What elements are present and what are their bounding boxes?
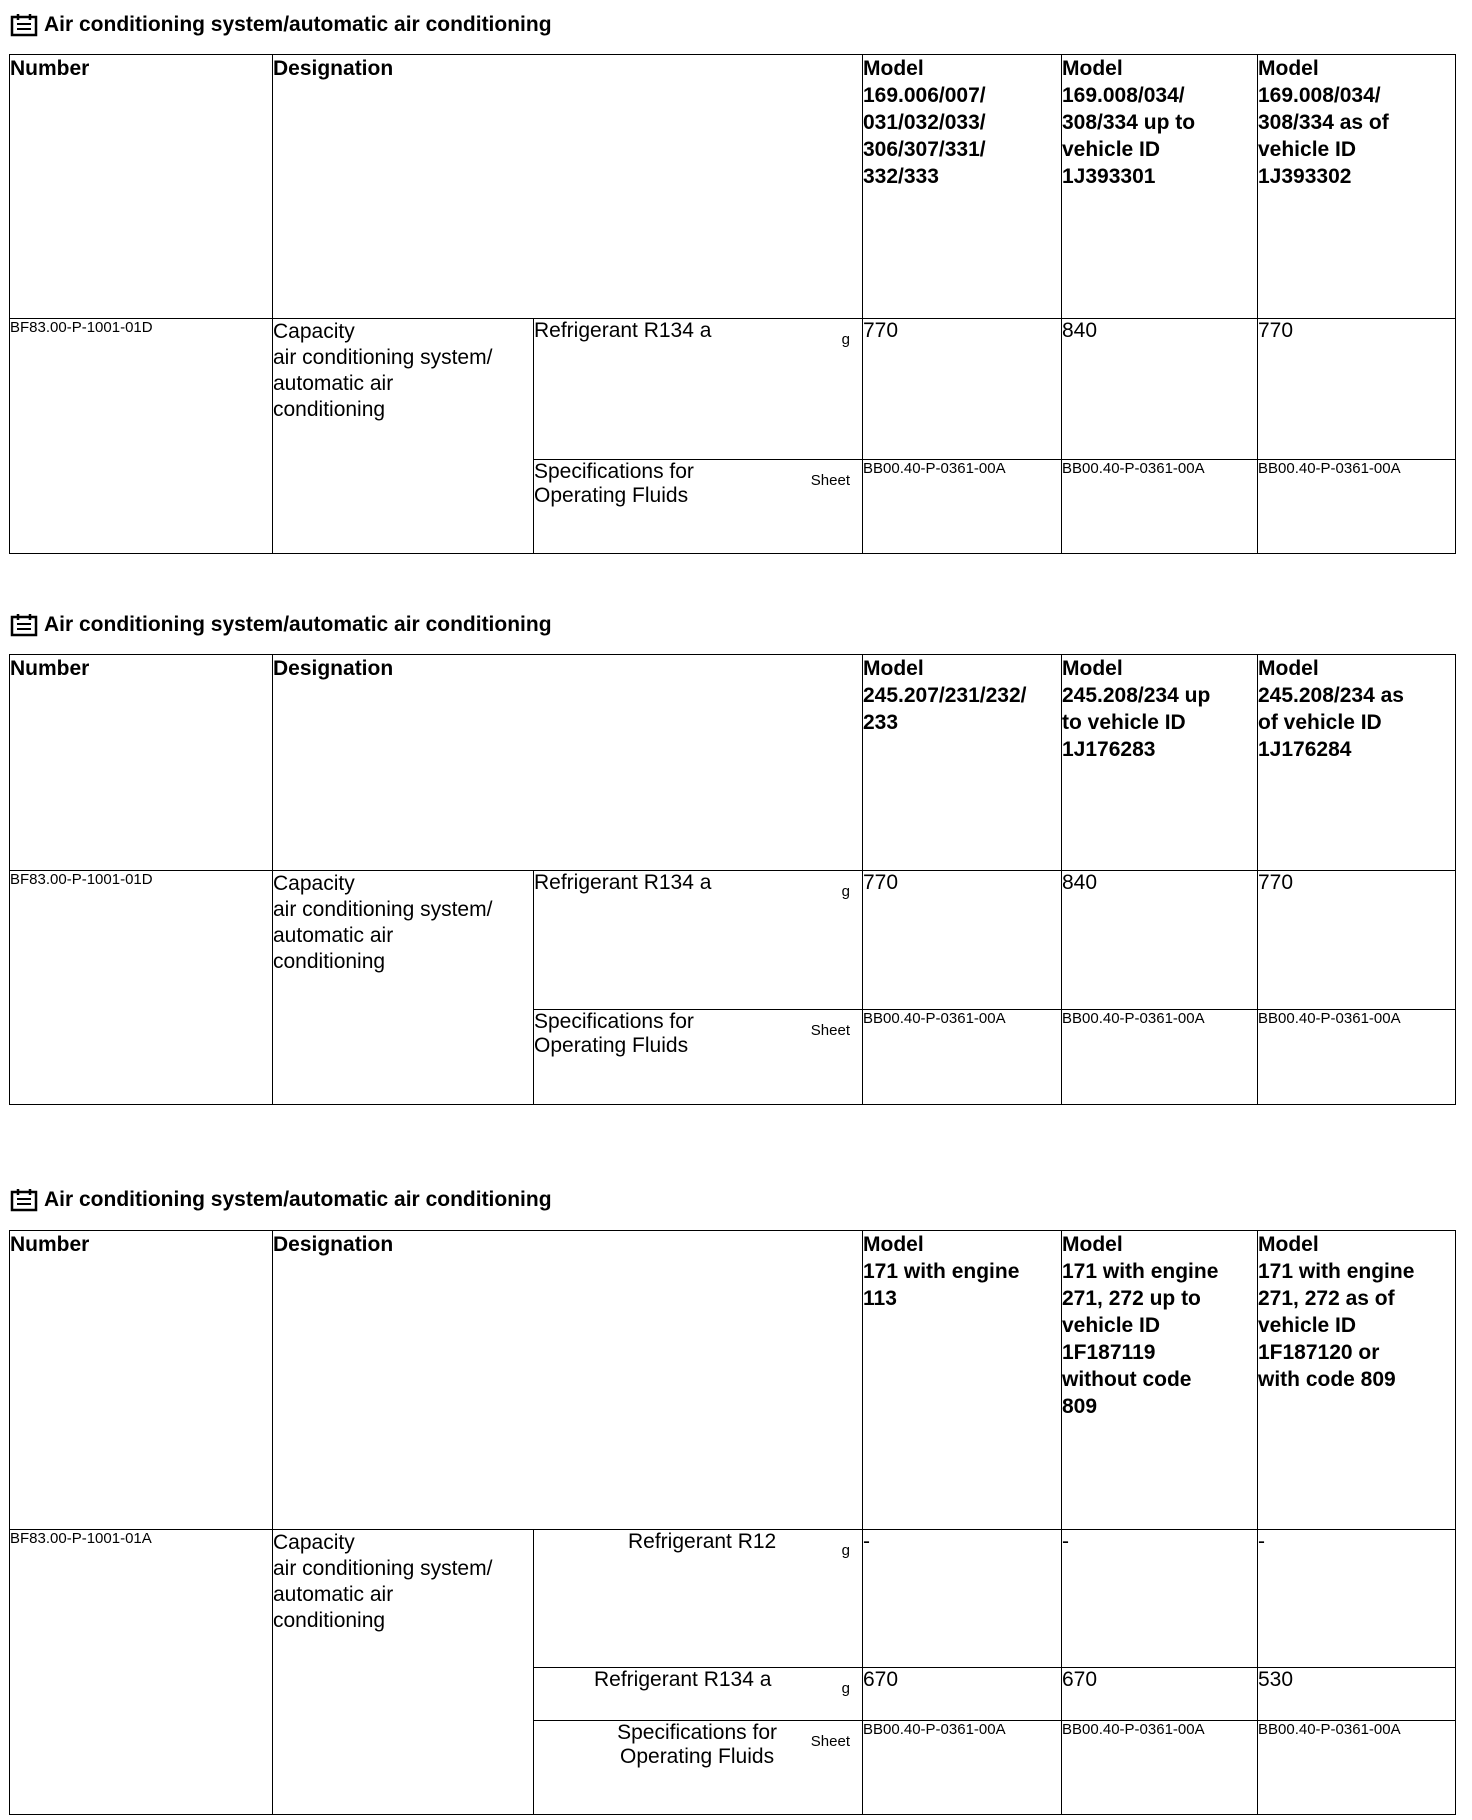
header-number: Number xyxy=(10,655,273,871)
document-list-icon xyxy=(10,613,38,637)
section-title-text: Air conditioning system/automatic air conditioning xyxy=(44,1188,552,1211)
value-cell: 840 xyxy=(1062,319,1258,460)
unit-label: g xyxy=(841,1680,850,1697)
header-model-2: Model 245.208/234 up to vehicle ID 1J176283 xyxy=(1062,655,1258,871)
section-title-text: Air conditioning system/automatic air conditioning xyxy=(44,613,552,636)
header-number: Number xyxy=(10,1231,273,1530)
row-label-refrigerant-r12: Refrigerant R12 g xyxy=(534,1530,863,1668)
sheet-reference: BB00.40-P-0361-00A xyxy=(863,1721,1062,1815)
header-model-3: Model 169.008/034/ 308/334 as of vehicle ID 1J393302 xyxy=(1258,55,1456,319)
section-1-title xyxy=(10,10,552,40)
header-model-1: Model 171 with engine 113 xyxy=(863,1231,1062,1530)
unit-label: Sheet xyxy=(810,1733,850,1750)
capacity-table-2 xyxy=(9,654,1456,1105)
value-cell: 770 xyxy=(1258,319,1456,460)
row-label-specifications: Specifications for Operating Fluids Sheet xyxy=(534,460,863,554)
capacity-description: Capacity air conditioning system/ automatic air conditioning xyxy=(273,319,534,554)
document-list-icon xyxy=(10,13,38,37)
value-cell: - xyxy=(1062,1530,1258,1668)
value-cell: - xyxy=(1258,1530,1456,1668)
unit-label: g xyxy=(841,1542,850,1559)
sheet-reference: BB00.40-P-0361-00A xyxy=(863,1010,1062,1105)
capacity-description: Capacity air conditioning system/ automatic air conditioning xyxy=(273,871,534,1105)
value-cell: 770 xyxy=(863,871,1062,1010)
capacity-table-3 xyxy=(9,1230,1456,1815)
header-model-3: Model 245.208/234 as of vehicle ID 1J176284 xyxy=(1258,655,1456,871)
header-model-3: Model 171 with engine 271, 272 as of vehicle ID 1F187120 or with code 809 xyxy=(1258,1231,1456,1530)
value-cell: 770 xyxy=(1258,871,1456,1010)
capacity-table-1 xyxy=(9,54,1456,554)
section-2-title xyxy=(10,610,552,640)
value-cell: 670 xyxy=(863,1668,1062,1721)
part-number: BF83.00-P-1001-01A xyxy=(10,1530,273,1815)
row-label-refrigerant: Refrigerant R134 a g xyxy=(534,319,863,460)
row-label-specifications: Specifications for Operating Fluids Sheet xyxy=(534,1010,863,1105)
sheet-reference: BB00.40-P-0361-00A xyxy=(1062,1010,1258,1105)
value-cell: 530 xyxy=(1258,1668,1456,1721)
unit-label: Sheet xyxy=(810,1022,850,1039)
header-designation: Designation xyxy=(273,55,863,319)
sheet-reference: BB00.40-P-0361-00A xyxy=(863,460,1062,554)
section-3-title xyxy=(10,1185,552,1215)
part-number: BF83.00-P-1001-01D xyxy=(10,319,273,554)
sheet-reference: BB00.40-P-0361-00A xyxy=(1258,1721,1456,1815)
header-designation: Designation xyxy=(273,655,863,871)
value-cell: 670 xyxy=(1062,1668,1258,1721)
header-model-2: Model 171 with engine 271, 272 up to vehicle ID 1F187119 without code 809 xyxy=(1062,1231,1258,1530)
value-cell: 840 xyxy=(1062,871,1258,1010)
row-label-refrigerant-r134a: Refrigerant R134 a g xyxy=(534,1668,863,1721)
header-model-1: Model 169.006/007/ 031/032/033/ 306/307/331/ 332/333 xyxy=(863,55,1062,319)
unit-label: g xyxy=(841,883,850,900)
unit-label: Sheet xyxy=(810,472,850,489)
capacity-description: Capacity air conditioning system/ automatic air conditioning xyxy=(273,1530,534,1815)
unit-label: g xyxy=(841,331,850,348)
row-label-specifications: Specifications for Operating Fluids Sheet xyxy=(534,1721,863,1815)
sheet-reference: BB00.40-P-0361-00A xyxy=(1258,460,1456,554)
header-model-1: Model 245.207/231/232/ 233 xyxy=(863,655,1062,871)
header-number: Number xyxy=(10,55,273,319)
section-title-text: Air conditioning system/automatic air conditioning xyxy=(44,13,552,36)
sheet-reference: BB00.40-P-0361-00A xyxy=(1062,1721,1258,1815)
row-label-refrigerant: Refrigerant R134 a g xyxy=(534,871,863,1010)
header-designation: Designation xyxy=(273,1231,863,1530)
document-list-icon xyxy=(10,1188,38,1212)
value-cell: 770 xyxy=(863,319,1062,460)
part-number: BF83.00-P-1001-01D xyxy=(10,871,273,1105)
sheet-reference: BB00.40-P-0361-00A xyxy=(1258,1010,1456,1105)
sheet-reference: BB00.40-P-0361-00A xyxy=(1062,460,1258,554)
value-cell: - xyxy=(863,1530,1062,1668)
header-model-2: Model 169.008/034/ 308/334 up to vehicle ID 1J393301 xyxy=(1062,55,1258,319)
